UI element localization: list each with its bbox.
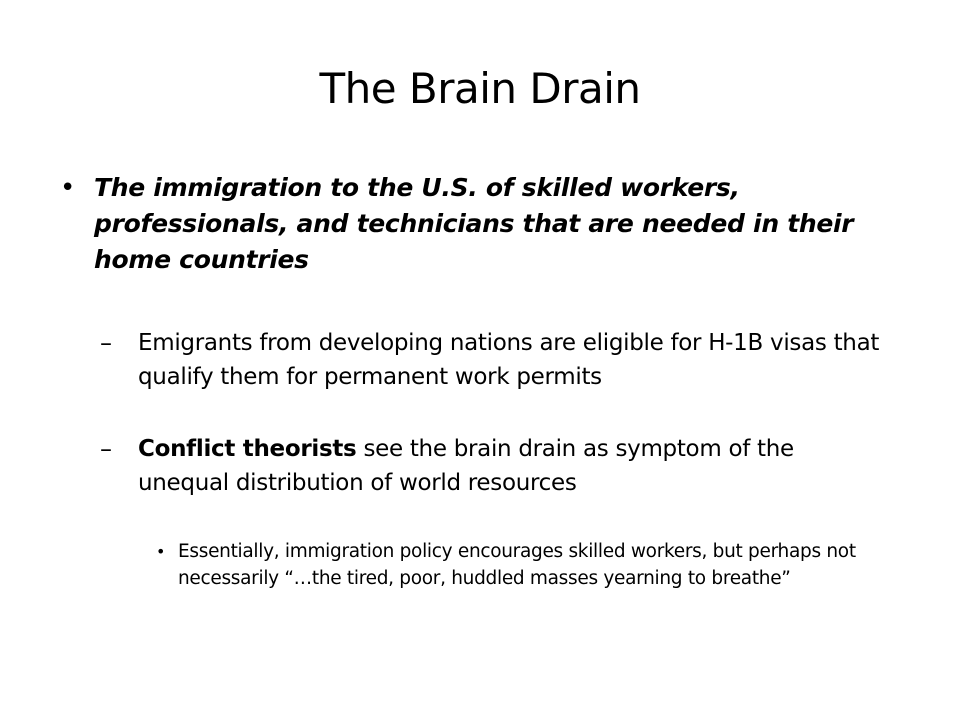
sub-sub-bullet-text: Essentially, immigration policy encourages skilled workers, but perhaps not necessarily “…the tired, poor, huddled masses yearning to breathe”	[178, 541, 856, 589]
dash-bullet-icon: –	[100, 435, 112, 463]
sub-bullet-conflict-theorists	[100, 432, 890, 500]
bullet-dot-icon: •	[156, 542, 166, 561]
sub-sub-bullet-immigration-policy	[152, 538, 892, 592]
sub-bullet-h1b	[100, 326, 890, 394]
main-bullet	[56, 170, 926, 278]
sub-bullet-conflict-text	[138, 432, 890, 500]
conflict-theorists-rest: see the brain drain as symptom of the unequal distribution of world resources	[138, 436, 794, 496]
bullet-dot-icon: •	[60, 173, 76, 203]
conflict-theorists-emphasis: Conflict theorists	[138, 436, 357, 462]
dash-bullet-icon: –	[100, 329, 112, 357]
sub-bullet-h1b-text: Emigrants from developing nations are eligible for H-1B visas that qualify them for permanent work permits	[138, 330, 880, 390]
slide-title: The Brain Drain	[319, 64, 641, 113]
main-bullet-text: The immigration to the U.S. of skilled workers, professionals, and technicians that are needed in their home countries	[94, 173, 854, 274]
